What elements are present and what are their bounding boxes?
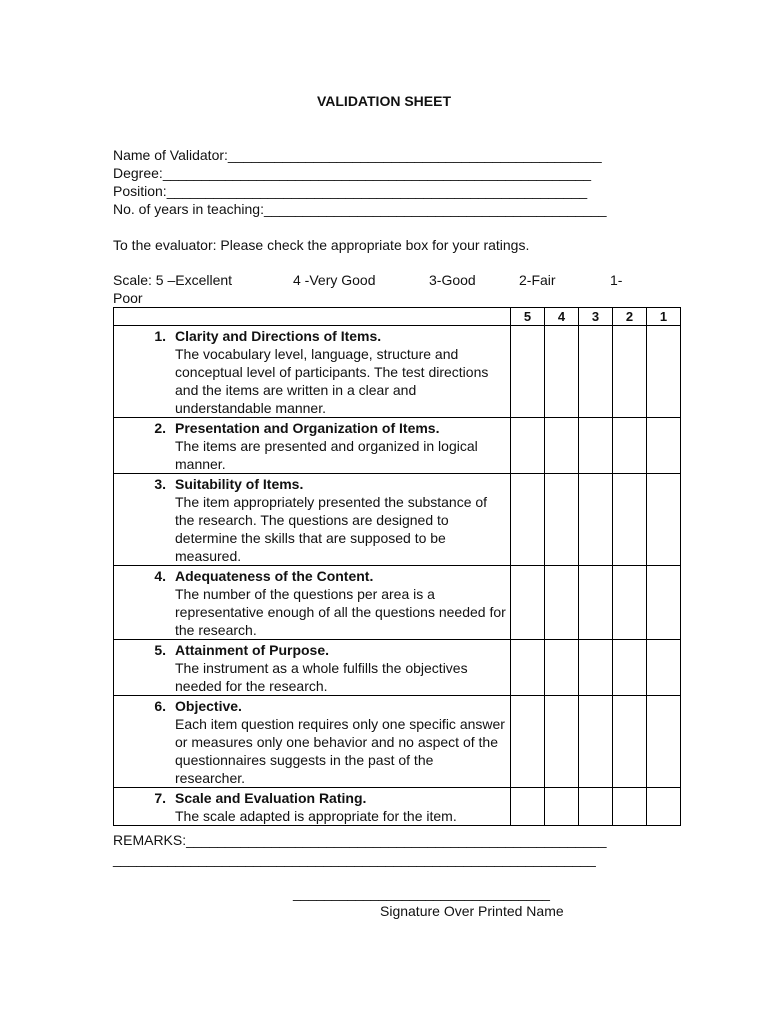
rating-checkbox-1[interactable] <box>647 788 681 826</box>
rating-checkbox-3[interactable] <box>579 640 613 696</box>
rating-checkbox-2[interactable] <box>613 566 647 640</box>
criteria-row <box>114 696 681 788</box>
criteria-number: 4. <box>154 568 166 584</box>
criteria-number: 6. <box>154 698 166 714</box>
rating-header-5: 5 <box>511 308 545 326</box>
criteria-cell <box>114 696 511 788</box>
criteria-description: The vocabulary level, language, structure and conceptual level of participants. The test directions and the items are written in a clear and understandable manner. <box>175 346 489 416</box>
rating-checkbox-1[interactable] <box>647 566 681 640</box>
table-header-row <box>114 308 681 326</box>
rating-checkbox-3[interactable] <box>579 788 613 826</box>
rating-checkbox-1[interactable] <box>647 326 681 418</box>
criteria-title: Attainment of Purpose. <box>175 642 330 658</box>
rating-header-1: 1 <box>647 308 681 326</box>
criteria-number: 2. <box>154 420 166 436</box>
criteria-title: Suitability of Items. <box>175 476 304 492</box>
rating-checkbox-3[interactable] <box>579 696 613 788</box>
criteria-number: 5. <box>154 642 166 658</box>
criteria-title: Objective. <box>175 698 242 714</box>
rating-checkbox-4[interactable] <box>545 696 579 788</box>
rating-checkbox-5[interactable] <box>511 566 545 640</box>
remarks-label: REMARKS: <box>113 832 187 848</box>
field-label: Name of Validator: <box>113 147 228 163</box>
rating-checkbox-1[interactable] <box>647 474 681 566</box>
criteria-row <box>114 640 681 696</box>
criteria-row <box>114 566 681 640</box>
criteria-description: The number of the questions per area is a representative enough of all the questions needed for the research. <box>175 586 506 638</box>
rating-checkbox-4[interactable] <box>545 418 579 474</box>
rating-checkbox-2[interactable] <box>613 418 647 474</box>
criteria-row <box>114 788 681 826</box>
criteria-row <box>114 418 681 474</box>
scale-5: Scale: 5 –Excellent <box>113 272 233 288</box>
rating-checkbox-5[interactable] <box>511 640 545 696</box>
criteria-title: Adequateness of the Content. <box>175 568 374 584</box>
criteria-number: 1. <box>154 328 166 344</box>
rating-header-3: 3 <box>579 308 613 326</box>
rating-checkbox-5[interactable] <box>511 696 545 788</box>
scale-1: 1- <box>610 272 623 288</box>
rating-checkbox-3[interactable] <box>579 418 613 474</box>
rating-checkbox-4[interactable] <box>545 640 579 696</box>
rating-checkbox-2[interactable] <box>613 788 647 826</box>
signature-line[interactable]: _________________________________ <box>293 885 550 901</box>
criteria-cell <box>114 640 511 696</box>
criteria-title: Presentation and Organization of Items. <box>175 420 440 436</box>
criteria-description: The items are presented and organized in logical manner. <box>175 438 478 472</box>
criteria-cell <box>114 474 511 566</box>
scale-2: 2-Fair <box>519 272 556 288</box>
field-name-of-validator[interactable] <box>113 146 602 164</box>
criteria-header <box>114 308 511 326</box>
field-label: Degree: <box>113 165 163 181</box>
rating-scale-legend <box>113 271 653 307</box>
scale-1-poor: Poor <box>113 290 143 306</box>
signature-label: Signature Over Printed Name <box>380 903 564 919</box>
criteria-cell <box>114 326 511 418</box>
rating-checkbox-4[interactable] <box>545 566 579 640</box>
field-years-teaching[interactable] <box>113 200 607 218</box>
criteria-number: 3. <box>154 476 166 492</box>
criteria-title: Scale and Evaluation Rating. <box>175 790 367 806</box>
criteria-cell <box>114 418 511 474</box>
rating-header-2: 2 <box>613 308 647 326</box>
rating-checkbox-2[interactable] <box>613 696 647 788</box>
remarks-field[interactable] <box>113 831 607 849</box>
remarks-blank-2[interactable]: ______________________________________________________________ <box>113 851 596 867</box>
instruction-text: To the evaluator: Please check the appropriate box for your ratings. <box>113 237 530 253</box>
rating-header-4: 4 <box>545 308 579 326</box>
criteria-title: Clarity and Directions of Items. <box>175 328 382 344</box>
criteria-number: 7. <box>154 790 166 806</box>
criteria-description: The instrument as a whole fulfills the objectives needed for the research. <box>175 660 468 694</box>
remarks-blank-1[interactable]: ______________________________________________________ <box>186 832 607 848</box>
rating-checkbox-1[interactable] <box>647 696 681 788</box>
rating-checkbox-5[interactable] <box>511 788 545 826</box>
criteria-cell <box>114 566 511 640</box>
rating-checkbox-5[interactable] <box>511 418 545 474</box>
rating-checkbox-4[interactable] <box>545 326 579 418</box>
field-position[interactable] <box>113 182 587 200</box>
field-degree[interactable] <box>113 164 591 182</box>
rating-checkbox-3[interactable] <box>579 474 613 566</box>
rating-checkbox-1[interactable] <box>647 640 681 696</box>
rating-checkbox-2[interactable] <box>613 474 647 566</box>
rating-checkbox-3[interactable] <box>579 566 613 640</box>
rating-checkbox-2[interactable] <box>613 640 647 696</box>
rating-checkbox-2[interactable] <box>613 326 647 418</box>
criteria-description: The item appropriately presented the substance of the research. The questions are designed to determine the skills that are supposed to be measured. <box>175 494 488 564</box>
rating-checkbox-1[interactable] <box>647 418 681 474</box>
rating-table <box>113 307 681 826</box>
page-title: VALIDATION SHEET <box>316 93 452 109</box>
field-blank[interactable]: _______________________________________________________ <box>162 165 592 181</box>
field-blank[interactable]: ______________________________________________________ <box>166 183 588 199</box>
criteria-row <box>114 326 681 418</box>
field-label: Position: <box>113 183 167 199</box>
scale-3: 3-Good <box>429 272 476 288</box>
field-label: No. of years in teaching: <box>113 201 264 217</box>
rating-checkbox-5[interactable] <box>511 474 545 566</box>
criteria-cell <box>114 788 511 826</box>
rating-checkbox-4[interactable] <box>545 788 579 826</box>
rating-checkbox-3[interactable] <box>579 326 613 418</box>
criteria-description: Each item question requires only one specific answer or measures only one behavior and no aspect of the questionnaires suggests in the past of the researcher. <box>175 716 505 786</box>
criteria-row <box>114 474 681 566</box>
rating-checkbox-5[interactable] <box>511 326 545 418</box>
scale-4: 4 -Very Good <box>293 272 376 288</box>
field-blank[interactable]: ____________________________________________ <box>263 201 607 217</box>
criteria-description: The scale adapted is appropriate for the item. <box>175 808 457 824</box>
field-blank[interactable]: ________________________________________________ <box>227 147 602 163</box>
rating-checkbox-4[interactable] <box>545 474 579 566</box>
